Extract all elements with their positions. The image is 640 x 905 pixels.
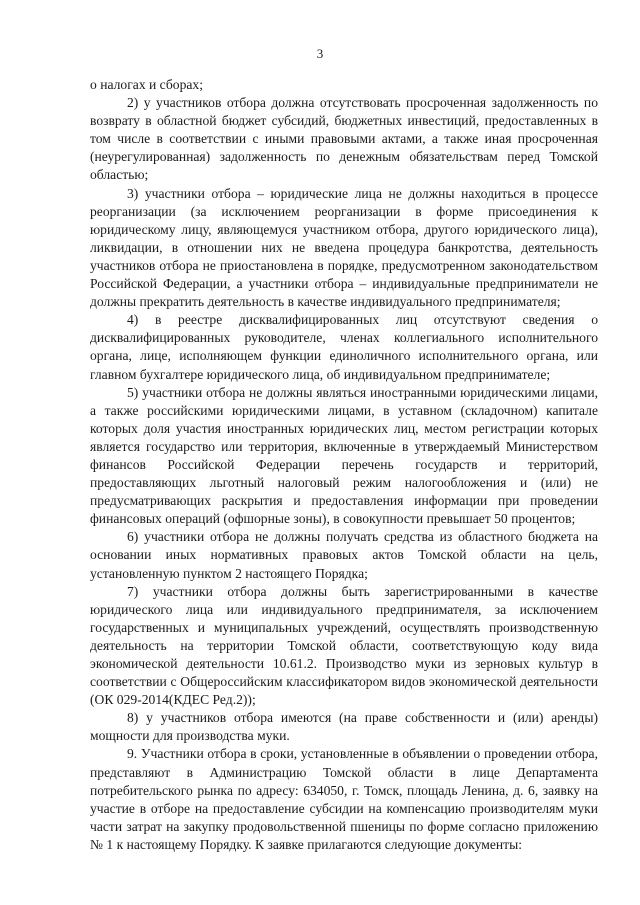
document-body: [90, 76, 598, 854]
paragraph-item-4-disqualified: 4) в реестре дисквалифицированных лиц отсутствуют сведения о дисквалифицированных руководителе, членах коллегиального исполнительного органа, лице, исполняющем функции единоличного исполнительного органа, или главном бухгалтере юридического лица, об индивидуальном предпринимателе;: [90, 312, 598, 382]
paragraph-item-2-debt: 2) у участников отбора должна отсутствовать просроченная задолженность по возврату в областной бюджет субсидий, бюджетных инвестиций, предоставленных в том числе в соответствии с иными правовыми актами, а также иная просроченная (неурегулированная) задолженность по денежным обязательствам перед Томской областью;: [90, 95, 598, 183]
paragraph-taxes-ending: о налогах и сборах;: [90, 77, 203, 92]
paragraph-section-9-application: 9. Участники отбора в сроки, установленные в объявлении о проведении отбора, представляют в Администрацию Томской области в лице Департамента потребительского рынка по адресу: 634050, г. Томск, площадь Ленина, д. 6, заявку на участие в отборе на предоставление субсидии на компенсацию производителям муки части затрат на закупку продовольственной пшеницы по форме согласно приложению № 1 к настоящему Порядку. К заявке прилагаются следующие документы:: [90, 746, 598, 852]
paragraph-item-7-registration: 7) участники отбора должны быть зарегистрированными в качестве юридического лица или индивидуального предпринимателя, за исключением государственных и муниципальных учреждений, осуществлять производственную деятельность на территории Томской области, соответствующую коду вида экономической деятельности 10.61.2. Производство муки из зерновых культур в соответствии с Общероссийским классификатором видов экономической деятельности (ОК 029-2014(КДЕС Ред.2));: [90, 583, 598, 708]
paragraph-item-5-foreign-entities: 5) участники отбора не должны являться иностранными юридическими лицами, а также российскими юридическими лицами, в уставном (складочном) капитале которых доля участия иностранных юридических лиц, местом регистрации которых является государство или территория, включенные в утверждаемый Министерством финансов Российской Федерации перечень государств и территорий, предоставляющих льготный налоговый режим налогообложения и (или) не предусматривающих раскрытия и предоставления информации при проведении финансовых операций (офшорные зоны), в совокупности превышает 50 процентов;: [90, 384, 598, 527]
paragraph-item-8-capacity: 8) у участников отбора имеются (на праве собственности и (или) аренды) мощности для производства муки.: [90, 710, 598, 744]
paragraph-item-3-reorganization: 3) участники отбора – юридические лица не должны находиться в процессе реорганизации (за исключением реорганизации в форме присоединения к юридическому лицу, являющемуся участником отбора, другого юридического лица), ликвидации, в отношении них не введена процедура банкротства, деятельность участников отбора не приостановлена в порядке, предусмотренном законодательством Российской Федерации, а участники отбора – индивидуальные предприниматели не должны прекратить деятельность в качестве индивидуального предпринимателя;: [90, 185, 598, 310]
paragraph-item-6-other-funds: 6) участники отбора не должны получать средства из областного бюджета на основании иных нормативных правовых актов Томской области на цель, установленную пунктом 2 настоящего Порядка;: [90, 529, 598, 581]
page-number: 3: [316, 46, 324, 61]
